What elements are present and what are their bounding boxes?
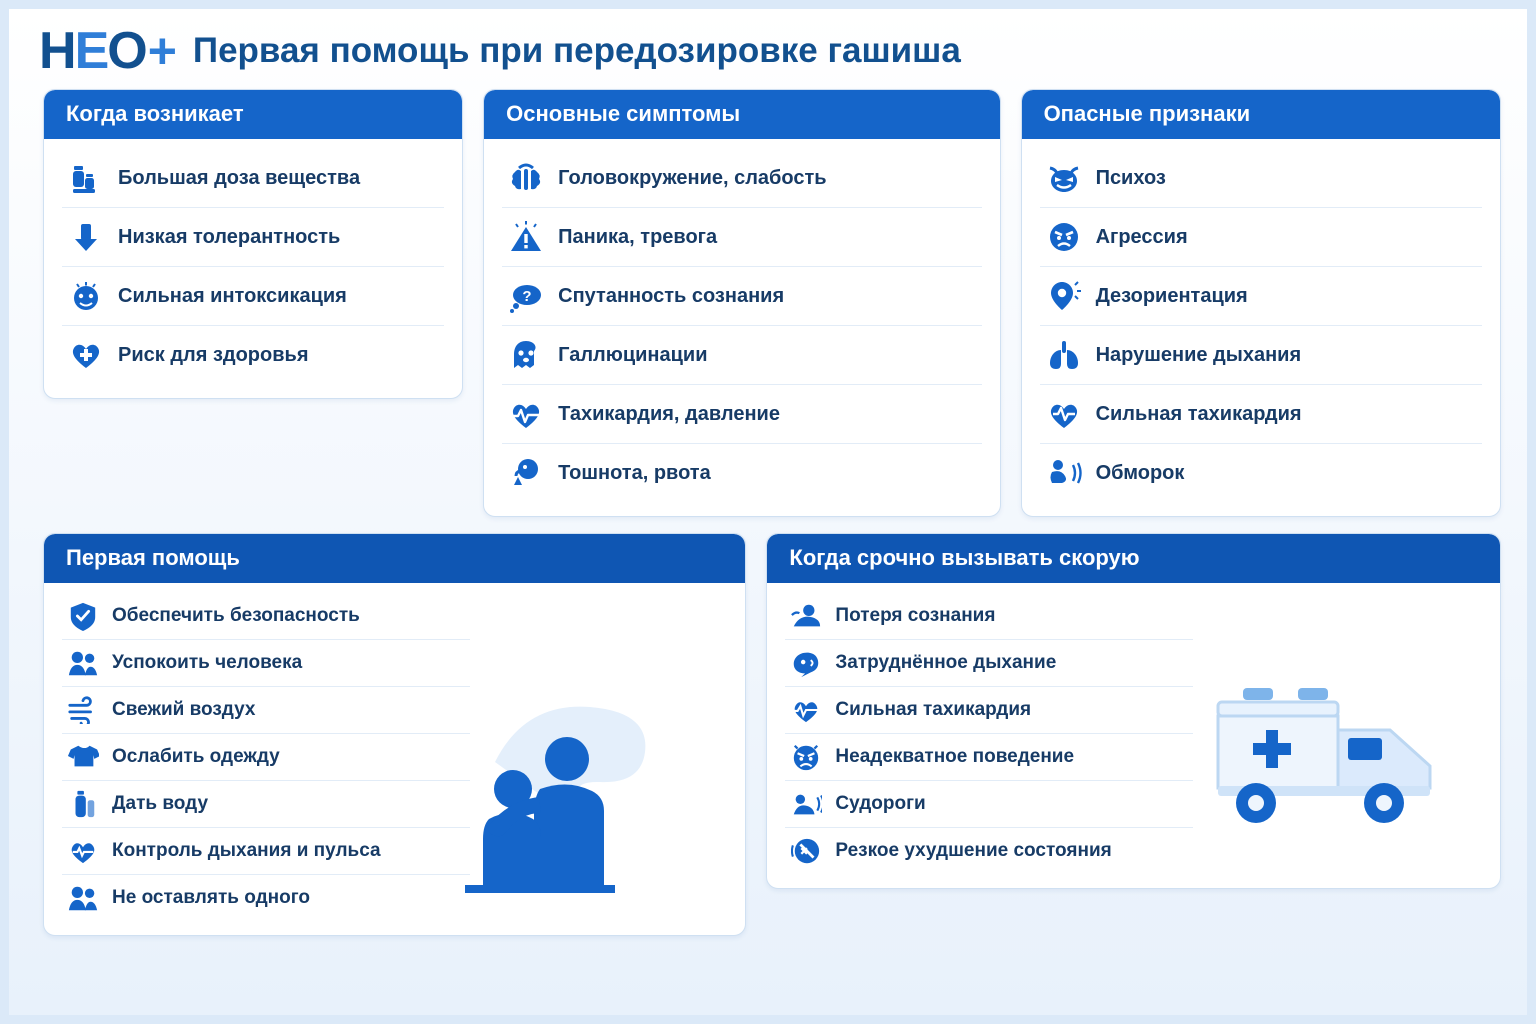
two-people-icon	[66, 881, 100, 915]
list-item-label: Затруднённое дыхание	[835, 652, 1057, 674]
page-title: Первая помощь при передозировке гашиша	[192, 31, 961, 70]
breathing-difficulty-icon	[789, 646, 823, 680]
list-item-label: Неадекватное поведение	[835, 746, 1075, 768]
list-item-label: Судороги	[835, 793, 926, 815]
list-item	[62, 326, 444, 384]
list-item-label: Сильная интоксикация	[118, 284, 347, 307]
water-bottle-icon	[66, 787, 100, 821]
card-main-symptoms	[483, 89, 1000, 517]
list-item	[502, 208, 981, 267]
list-item	[1040, 267, 1482, 326]
down-arrow-icon	[66, 217, 106, 257]
list-item	[785, 781, 1193, 828]
list-item-label: Психоз	[1095, 166, 1166, 189]
list-item-label: Тахикардия, давление	[558, 402, 780, 425]
list-item	[62, 149, 444, 208]
logo-letter-n: Н	[39, 22, 75, 80]
list-item-label: Галлюцинации	[558, 343, 708, 366]
list-item-label: Паника, тревога	[558, 225, 718, 248]
list-item	[62, 875, 470, 921]
list-item-label: Низкая толерантность	[118, 225, 341, 248]
list-item	[62, 593, 470, 640]
list-item-label: Спутанность сознания	[558, 284, 785, 307]
list-item-label: Дать воду	[112, 793, 209, 815]
card-emergency-call-title: Когда срочно вызывать скорую	[767, 534, 1500, 583]
card-danger-signs-body	[1022, 139, 1500, 516]
list-item	[502, 444, 981, 502]
list-item	[62, 208, 444, 267]
logo-plus-icon: +	[147, 23, 175, 79]
list-item	[1040, 385, 1482, 444]
list-item-label: Сильная тахикардия	[835, 699, 1032, 721]
location-pin-icon	[1044, 276, 1084, 316]
poster-header	[9, 9, 1527, 83]
list-item-label: Обеспечить безопасность	[112, 605, 360, 627]
list-item-label: Резкое ухудшение состояния	[835, 840, 1112, 862]
card-first-aid	[43, 533, 746, 936]
vomit-icon	[506, 453, 546, 493]
list-item-label: Обморок	[1095, 461, 1185, 484]
heart-pulse-shield-icon	[1044, 394, 1084, 434]
list-item	[62, 781, 470, 828]
list-item-label: Сильная тахикардия	[1095, 402, 1302, 425]
wind-icon	[66, 693, 100, 727]
ghost-icon	[506, 335, 546, 375]
bottom-cards-row	[9, 517, 1527, 936]
list-item-label: Риск для здоровья	[118, 343, 309, 366]
list-item	[1040, 444, 1482, 502]
list-item	[785, 687, 1193, 734]
lungs-icon	[1044, 335, 1084, 375]
heart-pulse-icon	[506, 394, 546, 434]
logo-letter-e: Е	[74, 22, 108, 80]
thought-question-icon	[506, 276, 546, 316]
heart-cross-icon	[66, 335, 106, 375]
devil-face-icon	[1044, 158, 1084, 198]
brain-icon	[506, 158, 546, 198]
angry-face-icon	[1044, 217, 1084, 257]
card-emergency-call	[766, 533, 1501, 889]
card-first-aid-body	[44, 583, 745, 935]
unconscious-head-icon	[789, 599, 823, 633]
list-item	[785, 593, 1193, 640]
list-item	[502, 267, 981, 326]
list-item	[785, 828, 1193, 874]
list-item	[62, 687, 470, 734]
logo-letter-o: О	[107, 22, 146, 80]
list-item	[785, 734, 1193, 781]
card-danger-signs-title: Опасные признаки	[1022, 90, 1500, 139]
list-item-label: Ослабить одежду	[112, 746, 280, 768]
list-item-label: Агрессия	[1095, 225, 1188, 248]
card-first-aid-title: Первая помощь	[44, 534, 745, 583]
card-emergency-call-body	[767, 583, 1500, 888]
list-item	[1040, 208, 1482, 267]
two-people-icon	[66, 646, 100, 680]
card-when-occurs-title: Когда возникает	[44, 90, 462, 139]
list-item	[502, 326, 981, 385]
list-item	[62, 734, 470, 781]
list-item-label: Не оставлять одного	[112, 887, 310, 909]
dizzy-face-icon	[66, 276, 106, 316]
svg-text:?: ?	[522, 288, 532, 305]
list-item	[1040, 326, 1482, 385]
bottles-icon	[66, 158, 106, 198]
worsening-icon	[789, 834, 823, 868]
list-item-label: Свежий воздух	[112, 699, 256, 721]
fainting-person-icon	[1044, 453, 1084, 493]
list-item	[502, 385, 981, 444]
shield-check-icon	[66, 599, 100, 633]
list-item-label: Успокоить человека	[112, 652, 303, 674]
card-when-occurs-body	[44, 139, 462, 398]
list-item-label: Большая доза вещества	[118, 166, 361, 189]
card-danger-signs	[1021, 89, 1501, 517]
warning-triangle-icon	[506, 217, 546, 257]
list-item	[1040, 149, 1482, 208]
angry-face-icon	[789, 740, 823, 774]
heart-pulse-icon	[789, 693, 823, 727]
list-item-label: Контроль дыхания и пульса	[112, 840, 381, 862]
list-item	[62, 267, 444, 326]
seizure-person-icon	[789, 787, 823, 821]
list-item-label: Потеря сознания	[835, 605, 996, 627]
list-item-label: Тошнота, рвота	[558, 461, 711, 484]
list-item-label: Головокружение, слабость	[558, 166, 827, 189]
card-main-symptoms-title: Основные симптомы	[484, 90, 999, 139]
list-item	[62, 640, 470, 687]
list-item-label: Нарушение дыхания	[1095, 343, 1302, 366]
list-item	[502, 149, 981, 208]
list-item-label: Дезориентация	[1095, 284, 1248, 307]
list-item	[785, 640, 1193, 687]
top-cards-row	[9, 83, 1527, 517]
card-main-symptoms-body	[484, 139, 999, 516]
heart-monitor-icon	[66, 834, 100, 868]
list-item	[62, 828, 470, 875]
brand-logo	[39, 22, 175, 80]
tshirt-icon	[66, 740, 100, 774]
card-when-occurs	[43, 89, 463, 399]
